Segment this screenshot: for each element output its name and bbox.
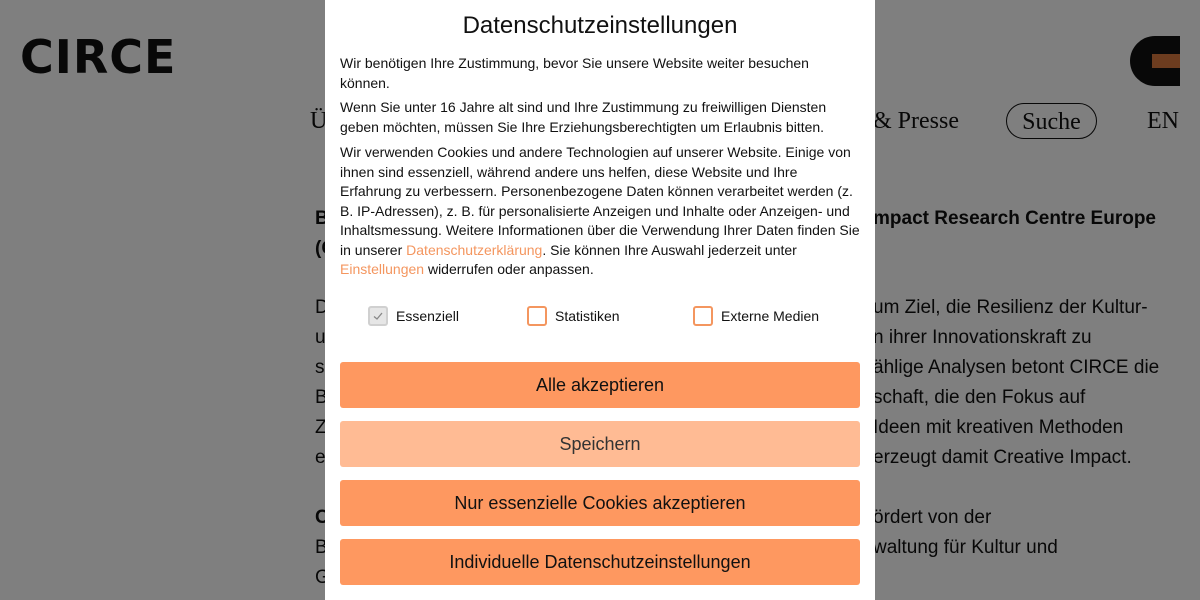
consent-paragraph-2: Wenn Sie unter 16 Jahre alt sind und Ihre Zustimmung zu freiwilligen Diensten geben möchten, müssen Sie Ihre Erziehungsberechtigten um Erlaubnis bitten. [340, 99, 827, 135]
privacy-settings-dialog [325, 0, 875, 600]
individual-settings-button[interactable]: Individuelle Datenschutzeinstellungen [340, 539, 860, 585]
checkbox-label: Externe Medien [721, 308, 820, 324]
consent-paragraph-1: Wir benötigen Ihre Zustimmung, bevor Sie unsere Website weiter besuchen können. [340, 55, 809, 91]
settings-link[interactable]: Einstellungen [340, 261, 425, 277]
dialog-title: Datenschutzeinstellungen [462, 12, 738, 39]
accept-all-button[interactable]: Alle akzeptieren [340, 362, 860, 408]
consent-text: Wir verwenden Cookies und andere Technologien auf unserer Website. Einige von ihnen sind essenziell, während andere uns helfen, diese Website und Ihre Erfahrung zu verbessern. Personenbezogene Daten können verarbeitet werden (z. B. IP-Adressen), z. B. für personalisierte Anzeigen und Inhalte oder Anzeigen- und Inhaltsmessung. Weitere Informationen über die Verwendung Ihrer Daten finden Sie in unserer [340, 144, 860, 258]
checkbox-box[interactable] [527, 306, 547, 326]
checkbox-label: Essenziell [396, 308, 460, 324]
consent-text: widerrufen oder anpassen. [424, 261, 594, 277]
accept-essential-button[interactable]: Nur essenzielle Cookies akzeptieren [340, 480, 860, 526]
checkmark-icon [368, 306, 388, 326]
checkbox-box[interactable] [693, 306, 713, 326]
checkbox-statistiken[interactable] [527, 305, 620, 327]
checkbox-essenziell [368, 305, 459, 327]
consent-categories [325, 305, 875, 327]
privacy-policy-link[interactable]: Datenschutzerklärung [406, 241, 543, 258]
checkbox-externe-medien[interactable] [693, 305, 819, 327]
consent-text: . Sie können Ihre Auswahl jederzeit unter [542, 241, 797, 258]
consent-paragraph-3 [340, 143, 860, 280]
checkbox-label: Statistiken [555, 308, 620, 324]
save-button[interactable]: Speichern [340, 421, 860, 467]
